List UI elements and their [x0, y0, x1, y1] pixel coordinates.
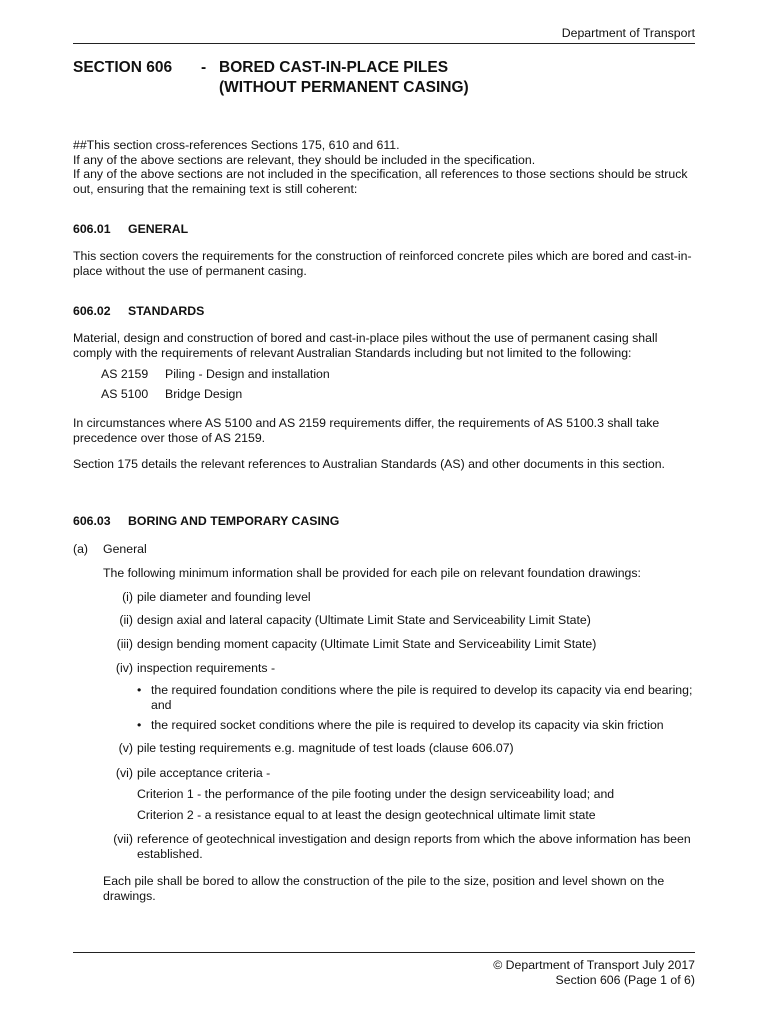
section-heading-606-02: [73, 304, 204, 318]
section-title: BORING AND TEMPORARY CASING: [128, 514, 340, 528]
paragraph: This section covers the requirements for the construction of reinforced concrete piles which are bored and cast-in-place without the use of permanent casing.: [73, 249, 692, 278]
footer-copyright: © Department of Transport July 2017: [493, 958, 695, 972]
list-item: pile testing requirements e.g. magnitude of test loads (clause 606.07): [137, 741, 514, 755]
section-heading-606-03: [73, 514, 339, 528]
footer-page-number: Section 606 (Page 1 of 6): [555, 973, 695, 987]
intro-line-1: ##This section cross-references Sections 175, 610 and 611.: [73, 138, 400, 152]
section-title: STANDARDS: [128, 304, 205, 318]
subclause-lead: The following minimum information shall be provided for each pile on relevant foundation drawings:: [103, 566, 641, 580]
list-item: inspection requirements -: [137, 661, 276, 675]
list-number: (v): [118, 741, 133, 755]
bullet-item: the required socket conditions where the pile is required to develop its capacity via skin friction: [151, 718, 664, 732]
standard-code: AS 5100: [101, 387, 149, 401]
header-department: Department of Transport: [561, 26, 695, 40]
section-number: 606.02: [73, 304, 111, 318]
intro-note: [73, 138, 698, 196]
footer: [493, 958, 695, 988]
intro-line-3: If any of the above sections are not included in the specification, all references to those sections should be struck out, ensuring that the remaining text is still coherent:: [73, 167, 688, 196]
standard-row: [101, 387, 242, 401]
subclause-label: (a): [73, 542, 89, 556]
list-number: (iii): [116, 637, 133, 651]
title-line-1: BORED CAST-IN-PLACE PILES: [219, 59, 449, 76]
standard-title: Bridge Design: [165, 387, 243, 401]
footer-rule: [73, 952, 695, 953]
list-number: (i): [122, 590, 133, 604]
header-rule: [73, 43, 695, 44]
bullet-icon: •: [137, 683, 142, 697]
intro-line-2: If any of the above sections are relevant, they should be included in the specification.: [73, 152, 536, 167]
criterion-1: Criterion 1 - the performance of the pile footing under the design serviceability load; and: [137, 787, 615, 801]
section-number: 606.03: [73, 514, 111, 528]
list-number: (vi): [115, 766, 133, 780]
page-title: [73, 58, 469, 98]
section-number: 606.01: [73, 222, 111, 236]
paragraph: Section 175 details the relevant references to Australian Standards (AS) and other documents in this section.: [73, 457, 665, 471]
criterion-2: Criterion 2 - a resistance equal to at least the design geotechnical ultimate limit state: [137, 808, 596, 822]
section-number: SECTION 606: [73, 59, 173, 76]
list-item: pile acceptance criteria -: [137, 766, 271, 780]
list-number: (ii): [119, 613, 133, 627]
section-heading-606-01: [73, 222, 188, 236]
section-title: GENERAL: [128, 222, 189, 236]
bullet-item: the required foundation conditions where the pile is required to develop its capacity via end bearing; and: [151, 683, 693, 712]
subclause-title: General: [103, 542, 147, 556]
list-item: pile diameter and founding level: [137, 590, 311, 604]
list-item: reference of geotechnical investigation and design reports from which the above information has been established.: [137, 832, 691, 861]
title-line-2: (WITHOUT PERMANENT CASING): [219, 79, 469, 96]
standard-title: Piling - Design and installation: [165, 367, 330, 381]
list-item: design bending moment capacity (Ultimate Limit State and Serviceability Limit State): [137, 637, 597, 651]
paragraph: In circumstances where AS 5100 and AS 2159 requirements differ, the requirements of AS 5100.3 shall take precedence over those of AS 2159.: [73, 416, 660, 445]
bullet-icon: •: [137, 718, 142, 732]
closing-paragraph: Each pile shall be bored to allow the construction of the pile to the size, position and level shown on the drawings.: [103, 874, 665, 903]
paragraph: Material, design and construction of bored and cast-in-place piles without the use of permanent casing shall comply with the requirements of relevant Australian Standards including but not limited to the following:: [73, 331, 658, 360]
standard-code: AS 2159: [101, 367, 149, 381]
list-number: (iv): [115, 661, 133, 675]
standard-row: [101, 367, 330, 381]
list-item: design axial and lateral capacity (Ultimate Limit State and Serviceability Limit State): [137, 613, 591, 627]
list-number: (vii): [113, 832, 133, 846]
title-dash: -: [201, 59, 207, 76]
